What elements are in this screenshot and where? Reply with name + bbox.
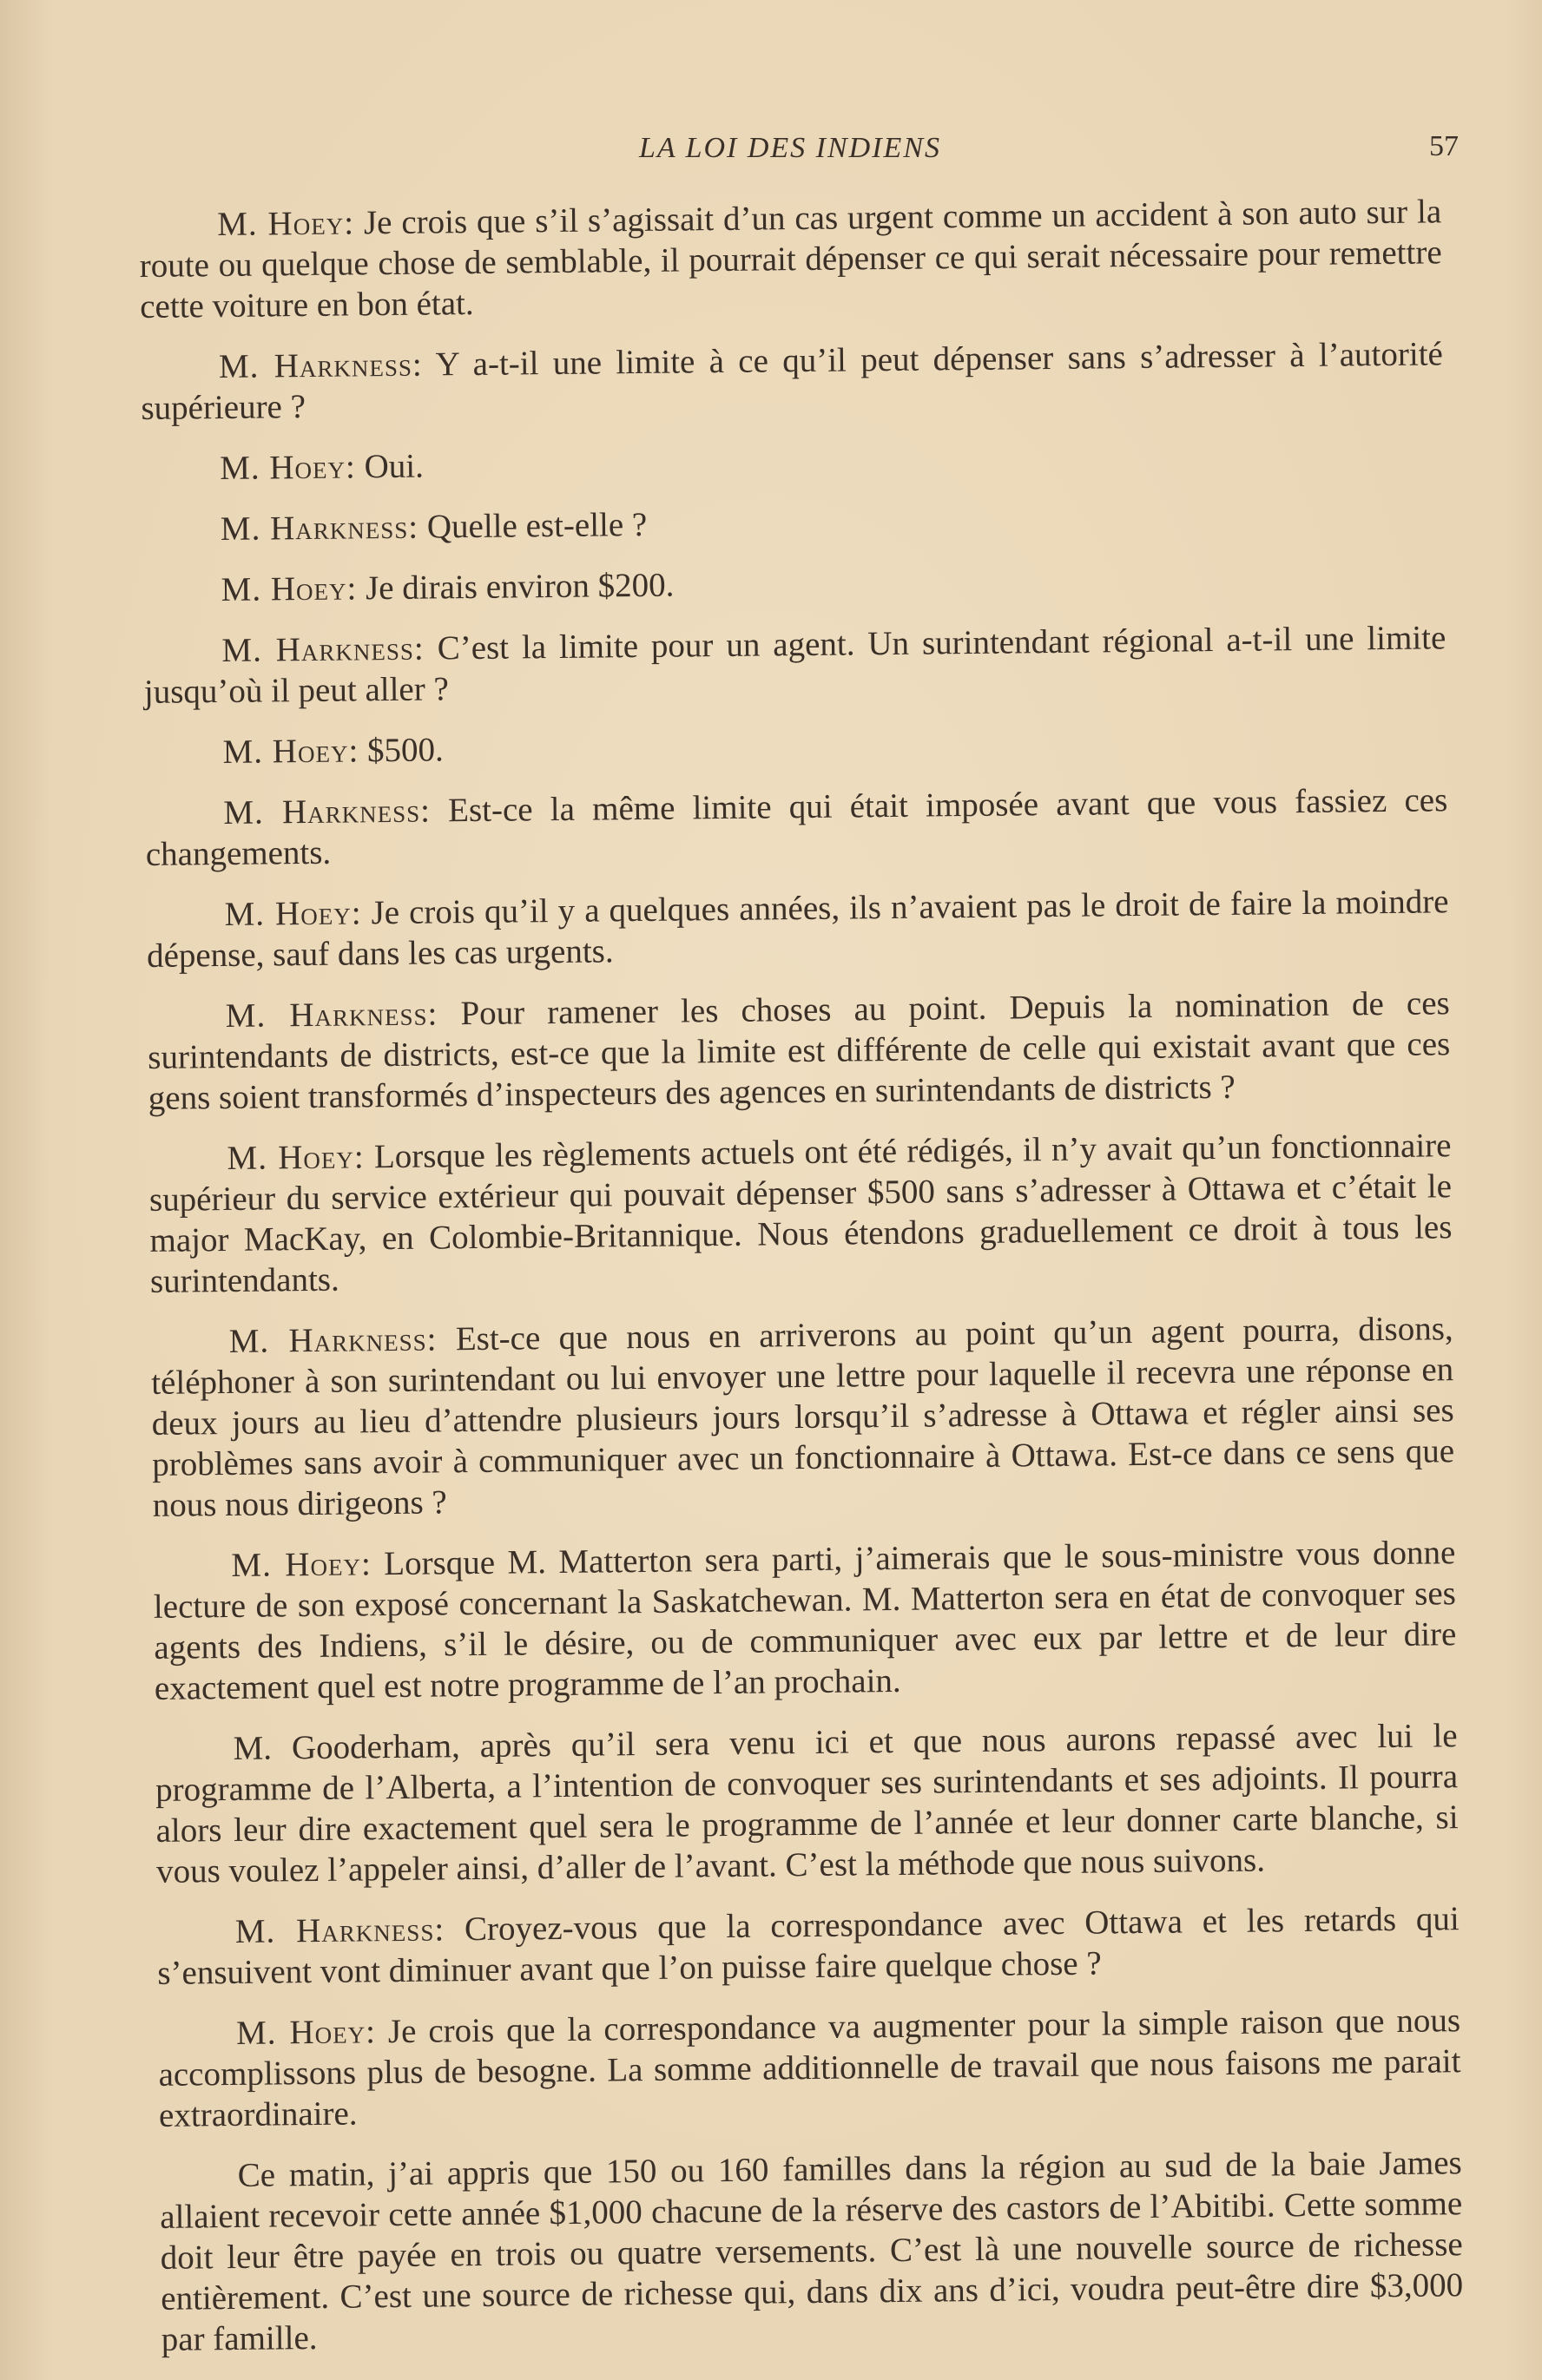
speaker: M. Harkness: — [221, 629, 425, 670]
paragraph-text: $500. — [366, 731, 444, 770]
running-title: LA LOI DES INDIENS — [639, 132, 941, 164]
paragraph-text: Pour ramener les choses au point. Depuis la nomination de ces surintendants de districts, est-ce que la limite est différente de celle qui existait avant que ces gens soient transformés d’inspecteurs des agences en surintendants de districts ? — [148, 984, 1451, 1117]
paragraph-text: C’est la limite pour un agent. Un surintendant régional a-t-il une limite jusqu’où il peut aller ? — [143, 619, 1446, 711]
speaker: M. Harkness: — [218, 345, 423, 386]
paragraph-text: Quelle est-elle ? — [426, 505, 648, 546]
paragraph — [150, 1308, 1454, 1526]
speaker: M. Hoey: — [222, 732, 359, 772]
paragraph — [142, 435, 1444, 490]
paragraph-text: Je dirais environ $200. — [365, 566, 675, 608]
paragraph-text: Est-ce que nous en arriverons au point qu’un agent pourra, disons, téléphoner à son surintendant ou lui envoyer une lettre pour laquelle il recevra une réponse en deux jours au lieu d’attendre plusieurs jours lorsqu’il s’adresse à Ottawa et régler ainsi ses problèmes sans avoir à communiquer avec un fonctionnaire à Ottawa. Est-ce dans ce sens que nous nous dirigeons ? — [150, 1310, 1455, 1524]
paragraph — [142, 496, 1445, 550]
speaker: M. Hoey: — [235, 2013, 377, 2052]
paragraph-text: Est-ce la même limite qui était imposée avant que vous fassiez ces changements. — [145, 781, 1448, 873]
paragraph-text: Lorsque M. Matterton sera parti, j’aimerais que le sous-ministre vous donne lecture de son exposé concernant la Saskatchewan. M. Matterton sera en état de convoquer ses agents des Indiens, s’il le désire, ou de communiquer avec eux par lettre et de leur dire exactement quel est notre programme de l’an prochain. — [153, 1534, 1457, 1707]
paragraph — [145, 779, 1448, 875]
speaker: M. Hoey: — [224, 894, 362, 934]
speaker: M. Hoey: — [217, 204, 355, 244]
paragraph — [139, 191, 1442, 327]
speaker: M. Hoey: — [227, 1138, 365, 1177]
paragraph — [160, 2142, 1464, 2360]
paragraph-text: Croyez-vous que la correspondance avec Ottawa et les retards qui s’ensuivent vont diminuer avant que l’on puisse faire quelque chose ? — [157, 1900, 1460, 1992]
paragraph — [141, 333, 1444, 429]
speaker: M. Harkness: — [234, 1910, 445, 1950]
speaker: M. Harkness: — [220, 508, 419, 549]
paragraph — [142, 556, 1445, 611]
paragraph-text: Oui. — [364, 447, 425, 486]
speaker: M. Hoey: — [221, 569, 358, 609]
paragraph-text: Je crois que la correspondance va augmenter pour la simple raison que nous accomplissons plus de besogne. La somme additionnelle de travail que nous faisons me parait extraordinaire. — [158, 2002, 1461, 2134]
paragraph — [146, 881, 1449, 976]
paragraph-text: Ce matin, j’ai appris que 150 ou 160 familles dans la région au sud de la baie James allaient recevoir cette année $1,000 chacune de la réserve des castors de l’Abitibi. Cette somme doit leur être payée en trois ou quatre versements. C’est là une nouvelle source de richesse entièrement. C’est une source de richesse qui, dans dix ans d’ici, voudra peut-être dire $3,000 par famille. — [160, 2144, 1464, 2358]
paragraph — [155, 1715, 1459, 1892]
speaker: M. Hoey: — [219, 448, 357, 488]
paragraph — [148, 983, 1451, 1119]
paragraph — [143, 617, 1446, 713]
paragraph-text: Y a-t-il une limite à ce qu’il peut dépenser sans s’adresser à l’autorité supérieure ? — [141, 335, 1444, 427]
speaker: M. Harkness: — [225, 995, 438, 1035]
speaker: M. Harkness: — [228, 1320, 438, 1360]
paragraph — [148, 1125, 1453, 1302]
paragraph — [157, 1898, 1460, 1994]
paragraph-text: Lorsque les règlements actuels ont été rédigés, il n’y avait qu’un fonctionnaire supérieur du service extérieur qui pouvait dépenser $500 sans s’adresser à Ottawa et c’était le major MacKay, en Colombie-Britannique. Nous étendons graduellement ce droit à tous les surintendants. — [148, 1127, 1453, 1300]
document-page — [139, 113, 1464, 2380]
running-head — [139, 113, 1459, 182]
page-number: 57 — [1429, 130, 1459, 162]
paragraph — [144, 719, 1446, 773]
speaker: M. Hoey: — [231, 1545, 372, 1584]
speaker: M. Harkness: — [223, 792, 432, 832]
paragraph — [158, 2000, 1461, 2136]
paragraph-text: Je crois que s’il s’agissait d’un cas urgent comme un accident à son auto sur la route ou quelque chose de semblable, il pourrait dépenser ce qui serait nécessaire pour remettre cette voiture en bon état. — [139, 193, 1442, 325]
body-text — [139, 191, 1464, 2360]
paragraph-text: M. Gooderham, après qu’il sera venu ici et que nous aurons repassé avec lui le programme de l’Alberta, a l’intention de convoquer ses surintendants et ses adjoints. Il pourra alors leur dire exactement quel sera le programme de l’année et leur donner carte blanche, si vous voulez l’appeler ainsi, d’aller de l’avant. C’est la méthode que nous suivons. — [155, 1717, 1459, 1890]
paragraph-text: Je crois qu’il y a quelques années, ils n’avaient pas le droit de faire la moindre dépense, sauf dans les cas urgents. — [146, 883, 1449, 975]
paragraph — [153, 1532, 1457, 1709]
